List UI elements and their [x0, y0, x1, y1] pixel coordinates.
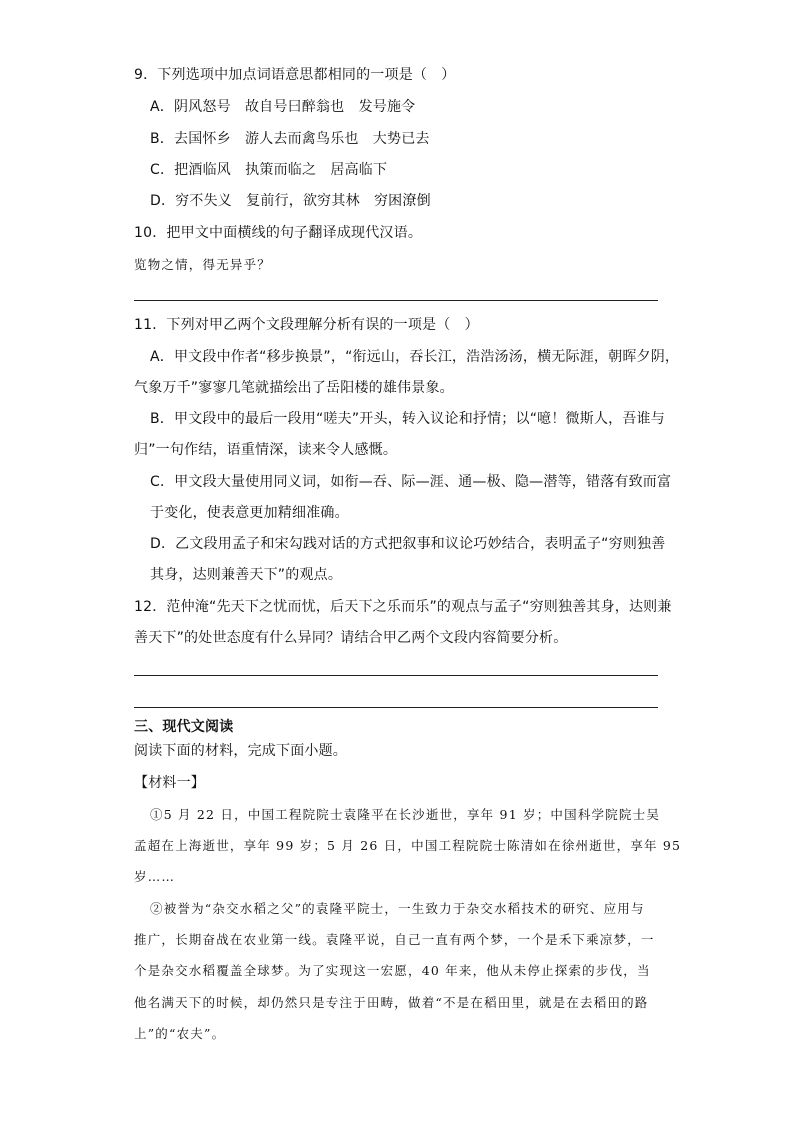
material-paragraph-line: 他名满天下的时候，却仍然只是专注于田畴，做着“不是在稻田里，就是在去稻田的路: [134, 995, 649, 1010]
q9-option-c: C．把酒临风 执策而临之 居高临下: [150, 162, 388, 178]
q9-option-b: B．去国怀乡 游人去而禽鸟乐也 大势已去: [150, 131, 430, 147]
material-label: 【材料一】: [134, 775, 205, 791]
q11-stem: 11．下列对甲乙两个文段理解分析有误的一项是（ ）: [134, 317, 479, 333]
material-paragraph-line: 孟超在上海逝世，享年 99 岁；5 月 26 日，中国工程院院士陈清如在徐州逝世，享年 95: [134, 838, 682, 853]
material-paragraph-line: 个是杂交水稻覆盖全球梦。为了实现这一宏愿，40 年来，他从未停止探索的步伐，当: [134, 963, 651, 978]
q10-stem: 10．把甲文中面横线的句子翻译成现代汉语。: [134, 225, 423, 241]
q11-line: C．甲文段大量使用同义词，如衔—吞、际—涯、通—极、隐—潜等，错落有致而富: [150, 474, 672, 490]
q11-line: D．乙文段用孟子和宋勾践对话的方式把叙事和议论巧妙结合，表明孟子“穷则独善: [150, 536, 666, 552]
q11-line: 气象万千”寥寥几笔就描绘出了岳阳楼的雄伟景象。: [134, 380, 454, 396]
q12-line: 12．范仲淹“先天下之忧而忧，后天下之乐而乐”的观点与孟子“穷则独善其身，达则兼: [134, 599, 672, 615]
q10-sentence: 览物之情，得无异乎？: [134, 257, 272, 272]
material-paragraph-line: ①5 月 22 日，中国工程院院士袁隆平在长沙逝世，享年 91 岁；中国科学院院士吴: [150, 807, 661, 822]
q11-line: A．甲文段中作者“移步换景”，“衔远山，吞长江，浩浩汤汤，横无际涯，朝晖夕阴，: [150, 349, 680, 365]
material-paragraph-line: 上”的“农夫”。: [134, 1026, 226, 1041]
section-heading: 三、现代文阅读: [134, 719, 234, 735]
q11-line: 其身，达则兼善天下”的观点。: [150, 567, 343, 583]
q12-line: 善天下”的处世态度有什么异同？请结合甲乙两个文段内容简要分析。: [134, 630, 568, 646]
q9-stem: 9．下列选项中加点词语意思都相同的一项是（ ）: [134, 67, 456, 83]
answer-line: [134, 300, 658, 301]
q11-line: 于变化，使表意更加精细准确。: [150, 505, 349, 521]
q9-option-d: D．穷不失义 复前行，欲穷其林 穷困潦倒: [150, 193, 431, 209]
material-paragraph-line: 推广，长期奋战在农业第一线。袁隆平说，自己一直有两个梦，一个是禾下乘凉梦，一: [134, 932, 655, 947]
material-paragraph-line: ②被誉为“杂交水稻之父”的袁隆平院士，一生致力于杂交水稻技术的研究、应用与: [150, 901, 645, 916]
section-instruction: 阅读下面的材料，完成下面小题。: [134, 743, 347, 759]
answer-line: [134, 675, 658, 676]
q11-line: B．甲文段中的最后一段用“嗟夫”开头，转入议论和抒情；以“噫！微斯人，吾谁与: [150, 411, 665, 427]
q9-option-a: A．阴风怒号 故自号曰醉翁也 发号施令: [150, 99, 416, 115]
q11-line: 归”一句作结，语重情深，读来令人感慨。: [134, 442, 398, 458]
answer-line: [134, 707, 658, 708]
material-paragraph-line: 岁……: [134, 869, 176, 884]
